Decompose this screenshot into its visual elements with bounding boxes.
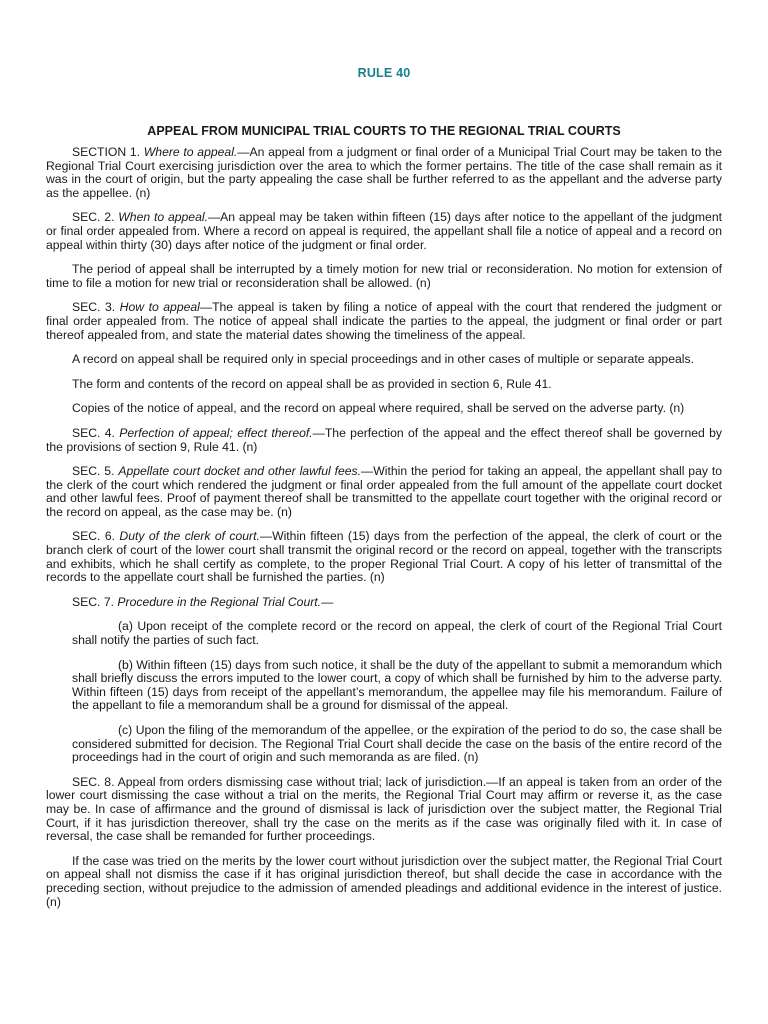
section-title: Procedure in the Regional Trial Court. xyxy=(117,594,322,609)
section-5-paragraph xyxy=(46,465,722,519)
section-body: —An appeal from a judgment or final order of a Municipal Trial Court may be taken to the Regional Trial Court exercising jurisdiction over the area to which the former pertains. The title of the case shall remain as it was in the court of origin, but the party appealing the case shall be further referred to as the appellant and the adverse party as the appellee. (n) xyxy=(46,145,722,200)
section-number: SECTION 1. xyxy=(72,145,144,159)
section-body: —The appeal is taken by filing a notice of appeal with the court that rendered the judgment or final order appealed from. The notice of appeal shall indicate the parties to the appeal, the judgment or final order or part thereof appealed from, and state the material dates showing the timeliness of the appeal. xyxy=(46,300,722,342)
section-number: SEC. 4. xyxy=(72,425,120,440)
body-paragraph xyxy=(46,353,722,367)
section-body: —The perfection of the appeal and the effect thereof shall be governed by the provisions of section 9, Rule 41. (n) xyxy=(46,425,722,454)
section-number: SEC. 6. xyxy=(72,529,120,544)
section-7-paragraph xyxy=(46,596,722,610)
section-title: How to appeal xyxy=(119,300,200,315)
section-number: SEC. 2. xyxy=(72,210,119,225)
paragraph-text: The form and contents of the record on appeal shall be as provided in section 6, Rule 41. xyxy=(72,376,552,391)
section-body: —Within the period for taking an appeal, the appellant shall pay to the clerk of the court which rendered the judgment or final order appealed from the full amount of the appellate court docket and other lawful fees. Proof of payment thereof shall be transmitted to the appellate court together with the original record or the record on appeal, as the case may be. (n) xyxy=(46,464,722,519)
subparagraph-c: (c) Upon the filing of the memorandum of the appellee, or the expiration of the period to do so, the case shall be considered submitted for decision. The Regional Trial Court shall decide the case on the basis of the entire record of the proceedings had in the court of origin and such memoranda as are filed. (n) xyxy=(72,723,722,765)
section-3-paragraph xyxy=(46,301,722,342)
section-body: — xyxy=(321,594,334,609)
paragraph-text: A record on appeal shall be required only in special proceedings and in other cases of multiple or separate appeals. xyxy=(72,352,694,367)
section-title: Perfection of appeal; effect thereof. xyxy=(119,425,313,440)
section-6-paragraph xyxy=(46,530,722,584)
section-title: Where to appeal. xyxy=(143,145,238,159)
document-heading: APPEAL FROM MUNICIPAL TRIAL COURTS TO THE REGIONAL TRIAL COURTS xyxy=(147,124,621,138)
paragraph-text: Copies of the notice of appeal, and the record on appeal where required, shall be served on the adverse party. (n) xyxy=(72,401,685,416)
section-8-paragraph: SEC. 8. Appeal from orders dismissing case without trial; lack of jurisdiction.—If an appeal is taken from an order of the lower court dismissing the case without a trial on the merits, the Regional Trial Court may affirm or reverse it, as the case may be. In case of affirmance and the ground of dismissal is lack of jurisdiction over the subject matter, the Regional Trial Court, if it has jurisdiction thereover, shall try the case on the merits as if the case was originally filed with it. In case of reversal, the case shall be remanded for further proceedings. xyxy=(46,774,722,844)
paragraph-text: The period of appeal shall be interrupted by a timely motion for new trial or reconsideration. No motion for extension of time to file a motion for new trial or reconsideration shall be allowed. (n) xyxy=(46,262,722,290)
section-2-paragraph xyxy=(46,211,722,252)
section-4-paragraph xyxy=(46,427,722,454)
section-number: SEC. 3. xyxy=(72,300,120,315)
body-paragraph xyxy=(46,402,722,416)
body-paragraph xyxy=(46,263,722,290)
section-number: SEC. 7. xyxy=(72,594,118,609)
section-title: When to appeal. xyxy=(118,210,208,225)
section-body: —An appeal may be taken within fifteen (15) days after notice to the appellant of the judgment or final order appealed from. Where a record on appeal is required, the appellant shall file a notice of appeal and a record on appeal within thirty (30) days after notice of the judgment or final order. xyxy=(46,210,722,252)
body-paragraph xyxy=(46,378,722,392)
subparagraph-b: (b) Within fifteen (15) days from such notice, it shall be the duty of the appellant to submit a memorandum which shall briefly discuss the errors imputed to the lower court, a copy of which shall be furnished by him to the adverse party. Within fifteen (15) days from receipt of the appellant’s memorandum, the appellee may file his memorandum. Failure of the appellant to file a memorandum shall be a ground for dismissal of the appeal. xyxy=(72,657,722,713)
rule-title: RULE 40 xyxy=(357,66,411,80)
section-body: —Within fifteen (15) days from the perfection of the appeal, the clerk of court or the branch clerk of court of the lower court shall transmit the original record or the record on appeal, together with the transcripts and exhibits, which he shall certify as complete, to the proper Regional Trial Court. A copy of his letter of transmittal of the records to the appellate court shall be furnished the parties. (n) xyxy=(46,529,722,585)
section-title: Appellate court docket and other lawful fees. xyxy=(118,464,362,479)
body-paragraph: If the case was tried on the merits by the lower court without jurisdiction over the subject matter, the Regional Trial Court on appeal shall not dismiss the case if it has original jurisdiction thereof, but shall decide the case in accordance with the preceding section, without prejudice to the admission of amended pleadings and additional evidence in the interest of justice. (n) xyxy=(46,853,722,909)
section-1-paragraph xyxy=(46,146,722,200)
section-number: SEC. 5. xyxy=(72,464,119,479)
subparagraph-a: (a) Upon receipt of the complete record or the record on appeal, the clerk of court of the Regional Trial Court shall notify the parties of such fact. xyxy=(72,619,722,648)
section-title: Duty of the clerk of court. xyxy=(119,529,260,544)
